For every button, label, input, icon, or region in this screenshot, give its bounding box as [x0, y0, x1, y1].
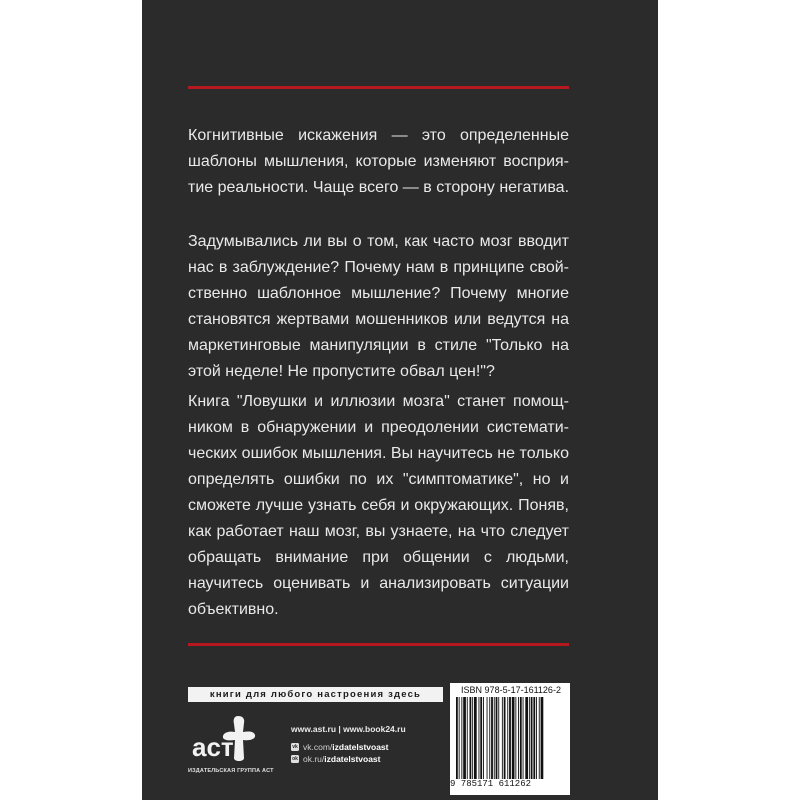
- text-line: определять ошибки по их "симптоматике", но и: [188, 471, 569, 488]
- isbn-label: ISBN 978-5-17-161126-2: [461, 685, 561, 695]
- vk-link[interactable]: [291, 742, 389, 752]
- text-line: тие реальности. Чаще всего — в сторону негатива.: [188, 179, 570, 196]
- text-line: шаблоны мышления, которые изменяют восприя-: [188, 153, 569, 170]
- text-line: Задумывались ли вы о том, как часто мозг вводит: [188, 233, 569, 250]
- text-line: научитесь оценивать и анализировать ситуации: [188, 575, 569, 592]
- paragraph-1: [188, 123, 569, 201]
- logo-wordmark: аст: [192, 732, 234, 762]
- ok-link[interactable]: [291, 754, 380, 764]
- website-links[interactable]: www.ast.ru | www.book24.ru: [291, 724, 406, 734]
- vk-handle: izdatelstvoast: [332, 742, 389, 752]
- text-line: ческих ошибок мышления. Вы научитесь не только: [188, 445, 569, 462]
- text-line: ственно шаблонное мышление? Почему многие: [188, 285, 569, 302]
- isbn-barcode-block: [450, 683, 570, 795]
- paragraph-2: [188, 229, 569, 385]
- text-line: объективно.: [188, 601, 279, 618]
- tagline: книги для любого настроения здесь: [188, 687, 443, 702]
- isbn-digits: 9 785171 611262: [450, 779, 532, 789]
- publisher-caption: ИЗДАТЕЛЬСКАЯ ГРУППА АСТ: [188, 768, 274, 774]
- text-line: Книга "Ловушки и иллюзии мозга" станет помощ-: [188, 393, 569, 410]
- ok-prefix: ok.ru/: [303, 754, 325, 764]
- text-line: нас в заблуждение? Почему нам в принципе свой-: [188, 259, 569, 276]
- text-line: как работает наш мозг, вы узнаете, на что следует: [188, 523, 569, 540]
- bottom-divider: [188, 643, 569, 646]
- vk-icon: vk: [292, 744, 298, 750]
- ok-icon: ok: [292, 756, 298, 762]
- ast-logo-icon: [188, 712, 273, 774]
- text-line: обращать внимание при общении с людьми,: [188, 549, 569, 566]
- text-line: маркетинговые манипуляции в стиле "Только на: [188, 337, 569, 354]
- barcode-icon: [456, 697, 566, 779]
- vk-prefix: vk.com/: [303, 742, 333, 752]
- paragraph-3: [188, 389, 569, 623]
- text-line: ником в обнаружении и преодолении системати-: [188, 419, 569, 436]
- text-line: становятся жертвами мошенников или ведутся на: [188, 311, 569, 328]
- text-line: сможете лучше узнать себя и окружающих. Поняв,: [188, 497, 569, 514]
- ok-handle: izdatelstvoast: [324, 754, 381, 764]
- text-line: Когнитивные искажения — это определенные: [188, 127, 569, 144]
- text-line: этой неделе! Не пропустите обвал цен!"?: [188, 363, 495, 380]
- top-divider: [188, 86, 569, 89]
